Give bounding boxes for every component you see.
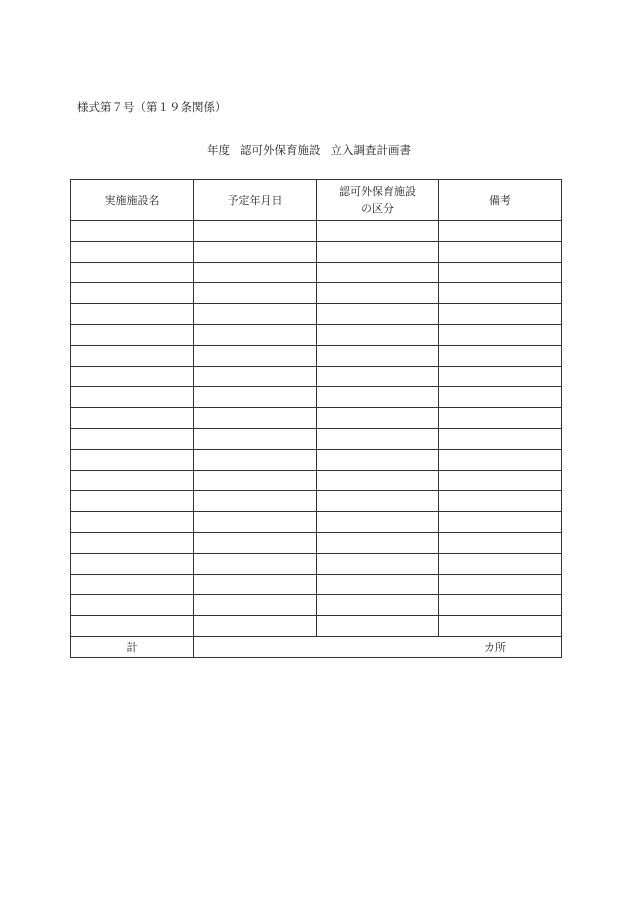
table-row (71, 304, 562, 325)
table-row (71, 532, 562, 553)
cell-scheduled-date[interactable] (194, 595, 317, 616)
cell-facility-name[interactable] (71, 512, 194, 533)
table-row (71, 387, 562, 408)
cell-remarks[interactable] (439, 428, 562, 449)
cell-facility-name[interactable] (71, 283, 194, 304)
cell-scheduled-date[interactable] (194, 574, 317, 595)
form-number: 様式第７号（第１９条関係） (77, 100, 227, 114)
cell-facility-category[interactable] (317, 345, 439, 366)
cell-facility-name[interactable] (71, 366, 194, 387)
cell-facility-name[interactable] (71, 616, 194, 637)
cell-remarks[interactable] (439, 408, 562, 429)
cell-scheduled-date[interactable] (194, 553, 317, 574)
cell-facility-category[interactable] (317, 428, 439, 449)
cell-scheduled-date[interactable] (194, 616, 317, 637)
cell-facility-category[interactable] (317, 595, 439, 616)
cell-facility-name[interactable] (71, 304, 194, 325)
document-title (207, 142, 411, 158)
cell-scheduled-date[interactable] (194, 512, 317, 533)
cell-remarks[interactable] (439, 470, 562, 491)
cell-remarks[interactable] (439, 595, 562, 616)
cell-scheduled-date[interactable] (194, 241, 317, 262)
cell-scheduled-date[interactable] (194, 221, 317, 242)
table-row (71, 595, 562, 616)
table-row (71, 262, 562, 283)
header-category-line1: 認可外保育施設 (339, 185, 416, 198)
total-count-unit: カ所 (484, 640, 506, 654)
table-row (71, 491, 562, 512)
cell-facility-category[interactable] (317, 574, 439, 595)
table-body (71, 221, 562, 637)
table-row (71, 241, 562, 262)
cell-remarks[interactable] (439, 449, 562, 470)
cell-facility-name[interactable] (71, 428, 194, 449)
cell-facility-category[interactable] (317, 283, 439, 304)
total-count-cell[interactable] (194, 636, 562, 657)
cell-remarks[interactable] (439, 304, 562, 325)
title-main: 認可外保育施設 (240, 143, 321, 157)
cell-scheduled-date[interactable] (194, 532, 317, 553)
cell-remarks[interactable] (439, 532, 562, 553)
cell-facility-category[interactable] (317, 387, 439, 408)
table-row (71, 470, 562, 491)
cell-scheduled-date[interactable] (194, 428, 317, 449)
cell-remarks[interactable] (439, 574, 562, 595)
cell-facility-category[interactable] (317, 262, 439, 283)
cell-facility-category[interactable] (317, 491, 439, 512)
cell-facility-name[interactable] (71, 532, 194, 553)
cell-facility-category[interactable] (317, 532, 439, 553)
cell-scheduled-date[interactable] (194, 324, 317, 345)
cell-scheduled-date[interactable] (194, 449, 317, 470)
cell-facility-name[interactable] (71, 449, 194, 470)
cell-facility-name[interactable] (71, 595, 194, 616)
cell-remarks[interactable] (439, 283, 562, 304)
table-row (71, 324, 562, 345)
table-header-row (71, 180, 562, 221)
table-row (71, 221, 562, 242)
cell-remarks[interactable] (439, 241, 562, 262)
cell-facility-name[interactable] (71, 324, 194, 345)
cell-scheduled-date[interactable] (194, 283, 317, 304)
table-row (71, 616, 562, 637)
cell-scheduled-date[interactable] (194, 366, 317, 387)
cell-facility-name[interactable] (71, 262, 194, 283)
title-prefix: 年度 (207, 143, 230, 157)
cell-facility-category[interactable] (317, 470, 439, 491)
cell-remarks[interactable] (439, 345, 562, 366)
table-row (71, 345, 562, 366)
cell-scheduled-date[interactable] (194, 387, 317, 408)
cell-facility-category[interactable] (317, 366, 439, 387)
header-scheduled-date: 予定年月日 (194, 180, 317, 221)
cell-facility-category[interactable] (317, 553, 439, 574)
cell-facility-category[interactable] (317, 449, 439, 470)
cell-facility-category[interactable] (317, 241, 439, 262)
cell-remarks[interactable] (439, 366, 562, 387)
cell-facility-name[interactable] (71, 553, 194, 574)
cell-remarks[interactable] (439, 616, 562, 637)
cell-facility-category[interactable] (317, 324, 439, 345)
cell-facility-name[interactable] (71, 470, 194, 491)
cell-remarks[interactable] (439, 491, 562, 512)
cell-scheduled-date[interactable] (194, 491, 317, 512)
header-facility-name: 実施施設名 (71, 180, 194, 221)
table-row (71, 574, 562, 595)
cell-remarks[interactable] (439, 262, 562, 283)
header-remarks: 備考 (439, 180, 562, 221)
cell-facility-name[interactable] (71, 491, 194, 512)
cell-facility-category[interactable] (317, 616, 439, 637)
table-row (71, 283, 562, 304)
cell-facility-name[interactable] (71, 241, 194, 262)
cell-scheduled-date[interactable] (194, 345, 317, 366)
cell-remarks[interactable] (439, 512, 562, 533)
cell-facility-name[interactable] (71, 345, 194, 366)
total-row (71, 636, 562, 657)
table-row (71, 408, 562, 429)
cell-remarks[interactable] (439, 553, 562, 574)
cell-facility-category[interactable] (317, 512, 439, 533)
cell-remarks[interactable] (439, 221, 562, 242)
table-row (71, 449, 562, 470)
cell-remarks[interactable] (439, 324, 562, 345)
cell-scheduled-date[interactable] (194, 470, 317, 491)
header-category-line2: の区分 (361, 202, 394, 215)
header-facility-category (317, 180, 439, 221)
cell-facility-category[interactable] (317, 304, 439, 325)
cell-facility-category[interactable] (317, 221, 439, 242)
table-row (71, 512, 562, 533)
cell-scheduled-date[interactable] (194, 262, 317, 283)
cell-facility-name[interactable] (71, 387, 194, 408)
title-suffix: 立入調査計画書 (330, 143, 411, 157)
cell-scheduled-date[interactable] (194, 408, 317, 429)
table-row (71, 366, 562, 387)
cell-facility-category[interactable] (317, 408, 439, 429)
cell-scheduled-date[interactable] (194, 304, 317, 325)
cell-facility-name[interactable] (71, 408, 194, 429)
table-row (71, 553, 562, 574)
cell-remarks[interactable] (439, 387, 562, 408)
total-label: 計 (71, 636, 194, 657)
survey-plan-table (70, 179, 562, 658)
table-row (71, 428, 562, 449)
cell-facility-name[interactable] (71, 221, 194, 242)
cell-facility-name[interactable] (71, 574, 194, 595)
